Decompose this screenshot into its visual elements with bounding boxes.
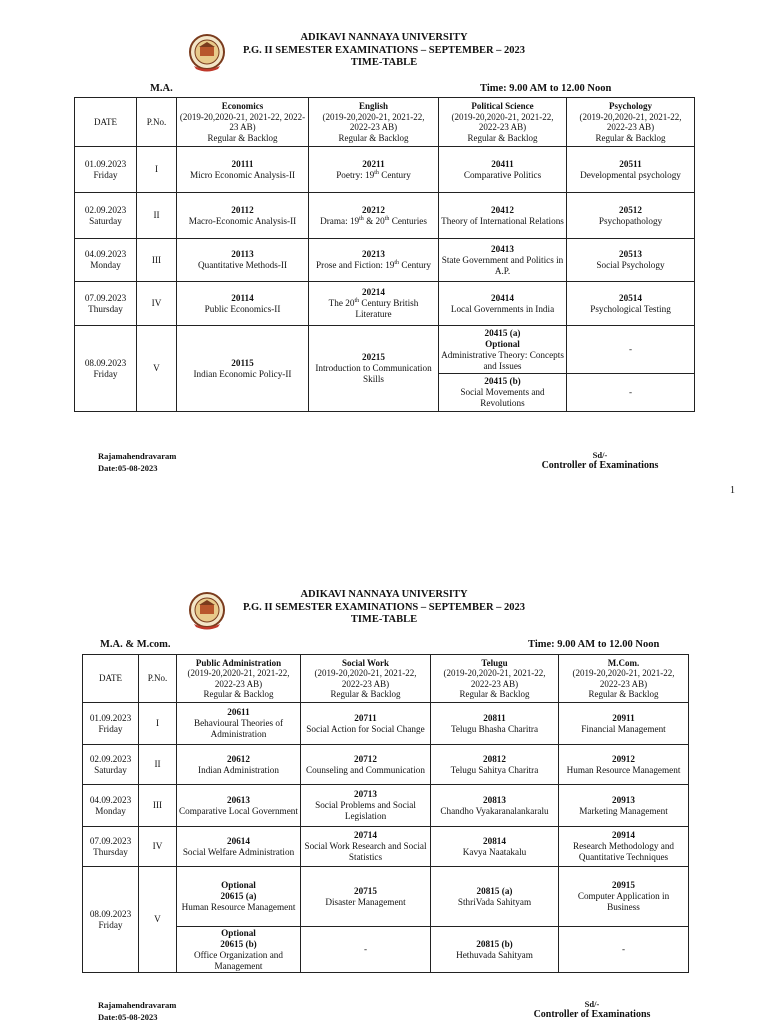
table-row [75,147,695,193]
pno-cell: II [139,745,177,785]
paper-cell: 20512 Psychopathology [567,193,695,239]
exam-time: Time: 9.00 AM to 12.00 Noon [480,83,612,94]
date-line: Date:05-08-2023 [98,1012,158,1022]
date-cell: 02.09.2023 Saturday [83,745,139,785]
paper-cell: 20713 Social Problems and Social Legislation [301,785,431,827]
date-cell: 01.09.2023 Friday [83,703,139,745]
paper-cell: 20213 Prose and Fiction: 19th Century [309,239,439,282]
timetable-ma [74,97,695,412]
paper-cell: 20915 Computer Application in Business [559,867,689,927]
paper-cell: 20714 Social Work Research and Social Statistics [301,827,431,867]
paper-cell-optional-b: 20415 (b) Social Movements and Revolutions [439,374,567,412]
timetable-title: TIME-TABLE [350,614,418,625]
header-subject: Political Science (2019-20,2020-21, 2021-22, 2022-23 AB) Regular & Backlog [439,98,567,147]
page-number: 1 [730,485,735,496]
table-row [75,239,695,282]
header-row [83,655,689,703]
paper-cell: 20114 Public Economics-II [177,282,309,326]
header-subject: Psychology (2019-20,2020-21, 2021-22, 2022-23 AB) Regular & Backlog [567,98,695,147]
pno-cell: V [137,326,177,412]
date-cell: 08.09.2023 Friday [83,867,139,973]
date-cell: 07.09.2023 Thursday [83,827,139,867]
controller-title: Controller of Examinations [541,460,659,471]
header-subject: Social Work (2019-20,2020-21, 2021-22, 2022-23 AB) Regular & Backlog [301,655,431,703]
header-row [75,98,695,147]
paper-cell: 20715 Disaster Management [301,867,431,927]
header-subject: Public Administration (2019-20,2020-21, 2021-22, 2022-23 AB) Regular & Backlog [177,655,301,703]
paper-cell: 20214 The 20th Century British Literature [309,282,439,326]
paper-cell: 20711 Social Action for Social Change [301,703,431,745]
footer-place-date [98,450,176,474]
exam-title: P.G. II SEMESTER EXAMINATIONS – SEPTEMBER – 2023 [242,44,526,56]
timetable-ma-mcom [82,654,689,973]
pno-cell: III [139,785,177,827]
paper-cell: 20813 Chandho Vyakaranalankaralu [431,785,559,827]
paper-cell: 20812 Telugu Sahitya Charitra [431,745,559,785]
header-subject: M.Com. (2019-20,2020-21, 2021-22, 2022-23 AB) Regular & Backlog [559,655,689,703]
paper-cell: 20212 Drama: 19th & 20th Centuries [309,193,439,239]
paper-cell: 20513 Social Psychology [567,239,695,282]
paper-cell: 20911 Financial Management [559,703,689,745]
date-line: Date:05-08-2023 [98,463,158,473]
page2-header [0,589,768,627]
paper-cell: 20112 Macro-Economic Analysis-II [177,193,309,239]
date-cell: 02.09.2023 Saturday [75,193,137,239]
paper-cell: 20913 Marketing Management [559,785,689,827]
header-date: DATE [75,98,137,147]
header-subject: Telugu (2019-20,2020-21, 2021-22, 2022-23 AB) Regular & Backlog [431,655,559,703]
pno-cell: III [137,239,177,282]
signature-mark: Sd/- [584,999,600,1009]
paper-cell: 20914 Research Methodology and Quantitative Techniques [559,827,689,867]
paper-cell-optional-a: 20415 (a) Optional Administrative Theory: Concepts and Issues [439,326,567,374]
paper-cell: - [559,927,689,973]
date-cell: 08.09.2023 Friday [75,326,137,412]
paper-cell: 20113 Quantitative Methods-II [177,239,309,282]
date-cell: 04.09.2023 Monday [83,785,139,827]
footer-signature [520,450,680,471]
table-row [75,326,695,374]
paper-cell: 20111 Micro Economic Analysis-II [177,147,309,193]
exam-title: P.G. II SEMESTER EXAMINATIONS – SEPTEMBER – 2023 [242,601,526,613]
paper-cell: 20912 Human Resource Management [559,745,689,785]
table-row [83,745,689,785]
header-pno: P.No. [137,98,177,147]
paper-cell: 20412 Theory of International Relations [439,193,567,239]
paper-cell-optional-b: - [567,374,695,412]
paper-cell: 20211 Poetry: 19th Century [309,147,439,193]
table-row [83,827,689,867]
pno-cell: II [137,193,177,239]
table-row [83,703,689,745]
paper-cell-optional-b: Optional 20615 (b) Office Organization and Management [177,927,301,973]
footer-place-date [98,999,176,1023]
paper-cell: 20811 Telugu Bhasha Charitra [431,703,559,745]
paper-cell: 20712 Counseling and Communication [301,745,431,785]
paper-cell: 20612 Indian Administration [177,745,301,785]
paper-cell-optional-b: 20815 (b) Hethuvada Sahityam [431,927,559,973]
paper-cell-optional-a: Optional 20615 (a) Human Resource Management [177,867,301,927]
header-pno: P.No. [139,655,177,703]
paper-cell: 20511 Developmental psychology [567,147,695,193]
university-name: ADIKAVI NANNAYA UNIVERSITY [300,589,468,600]
place: Rajamahendravaram [98,451,177,461]
exam-time: Time: 9.00 AM to 12.00 Noon [528,639,660,650]
table-row [83,785,689,827]
pno-cell: V [139,867,177,973]
header-date: DATE [83,655,139,703]
paper-cell: 20413 State Government and Politics in A.P. [439,239,567,282]
timetable-title: TIME-TABLE [350,57,418,68]
paper-cell-optional-a: 20815 (a) SthriVada Sahityam [431,867,559,927]
paper-cell: - [301,927,431,973]
page1-header [0,32,768,70]
date-cell: 07.09.2023 Thursday [75,282,137,326]
paper-cell: 20215 Introduction to Communication Skills [309,326,439,412]
paper-cell: 20115 Indian Economic Policy-II [177,326,309,412]
program-label: M.A. & M.com. [100,639,171,650]
paper-cell: 20611 Behavioural Theories of Administration [177,703,301,745]
university-name: ADIKAVI NANNAYA UNIVERSITY [300,32,468,43]
date-cell: 04.09.2023 Monday [75,239,137,282]
program-label: M.A. [150,83,173,94]
signature-mark: Sd/- [592,450,608,460]
table-row [83,867,689,927]
paper-cell: 20414 Local Governments in India [439,282,567,326]
footer-signature [512,999,672,1020]
pno-cell: I [137,147,177,193]
paper-cell: 20411 Comparative Politics [439,147,567,193]
header-subject: Economics (2019-20,2020-21, 2021-22, 2022-23 AB) Regular & Backlog [177,98,309,147]
header-subject: English (2019-20,2020-21, 2021-22, 2022-23 AB) Regular & Backlog [309,98,439,147]
place: Rajamahendravaram [98,1000,177,1010]
table-row [75,193,695,239]
pno-cell: IV [137,282,177,326]
date-cell: 01.09.2023 Friday [75,147,137,193]
pno-cell: I [139,703,177,745]
paper-cell: 20614 Social Welfare Administration [177,827,301,867]
pno-cell: IV [139,827,177,867]
controller-title: Controller of Examinations [533,1009,651,1020]
paper-cell: 20613 Comparative Local Government [177,785,301,827]
paper-cell: 20514 Psychological Testing [567,282,695,326]
table-row [75,282,695,326]
paper-cell-optional-a: - [567,326,695,374]
paper-cell: 20814 Kavya Naatakalu [431,827,559,867]
